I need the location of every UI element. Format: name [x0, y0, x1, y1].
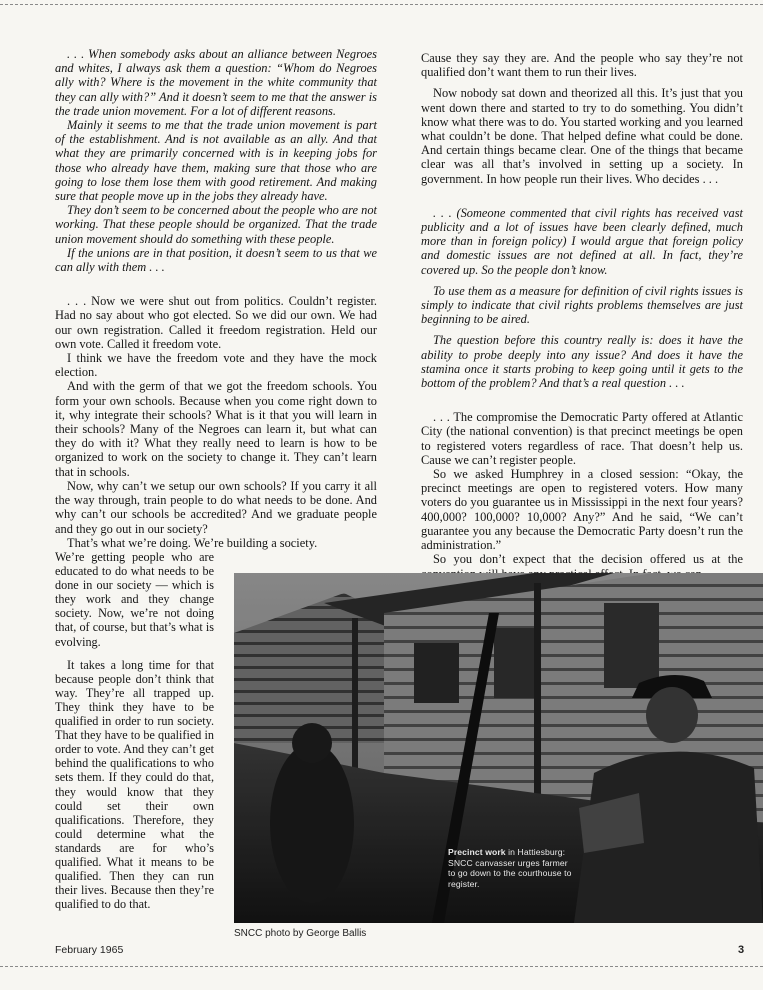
top-rule [0, 4, 763, 6]
paragraph: So we asked Humphrey in a closed session: “Okay, the precinct meetings are open to registered voters. How many voters do you guarantee us in Mississippi in the next four years? 400,000? 100,000? 10,000? Any?” And he said, “We can’t guarantee you any because the Democratic Party doesn’t run the administration.” [421, 467, 743, 553]
bottom-rule [0, 966, 763, 968]
paragraph: We’re getting people who are educated to do what needs to be done in our society — which is they work and they change society. Now, we’re not doing that, of course, but that’s what is evolving. [55, 550, 214, 649]
paragraph: I think we have the freedom vote and they have the mock election. [55, 351, 377, 380]
paragraph: Now nobody sat down and theorized all this. It’s just that you went down there and started to try to do something. You didn’t know what there was to do. You started working and you learned what couldn’t be done. That helped define what could be done. And certain things became clear. One of the things that became clear was all that’s involved in setting up a society. In government. In how people run their lives. Who decides . . . [421, 86, 743, 186]
photo-caption-text: in Hattiesburg: SNCC canvasser urges farmer to go down to the courthouse to register. [448, 847, 572, 889]
paragraph: Now, why can’t we setup our own schools? If you carry it all the way through, train people to do what needs to be done. And why can’t our schools be accredited? And we graduate people and they go out in our society? [55, 478, 377, 536]
paragraph: To use them as a measure for definition of civil rights issues is simply to indicate that civil rights problems themselves are just beginning to be aired. [421, 283, 743, 327]
paragraph: . . . (Someone commented that civil rights has received vast publicity and a lot of issues have been clearly defined, much more than in foreign policy) I would argue that foreign policy and domestic issues are not defined at all. In fact, they’re covered up. So the people don’t know. [421, 205, 743, 277]
photo-caption [448, 847, 576, 889]
right-column [421, 51, 743, 581]
paragraph: So you don’t expect that the decision offered us at the [433, 552, 743, 567]
paragraph: The question before this country really is: does it have the ability to probe deeply into any issue? And does it have the stamina once it starts probing to keep going until it gets to the bottom of the problem? And that’s a real question . . . [421, 333, 743, 391]
page-number: 3 [738, 944, 745, 956]
photo-caption-lead: Precinct work [448, 847, 506, 857]
left-column [55, 47, 377, 550]
paragraph: If the unions are in that position, it doesn’t seem to us that we can ally with them . . . [55, 245, 377, 275]
paragraph: It takes a long time for that because people don’t think that way. They’re all trapped up. They think they have to be qualified in order to run society. That they have to be qualified in order to vote. And they can’t get behind the qualifications to who sets them. If they could do that, they would know that they could set their own qualifications. Therefore, they could determine what the standards are for who’s qualified. What it means to be qualified. Then they can run their lives. Because then they’re qualified to do that. [55, 657, 214, 912]
narrow-column [55, 550, 214, 911]
paragraph: . . . Now we were shut out from politics. Couldn’t register. Had no say about who got elected. So we did our own. We had our own registration. Called it freedom registration. Held our own vote. Called it freedom vote. [55, 294, 377, 351]
paragraph: They don’t seem to be concerned about the people who are not working. That these people should be organized. That the trade union movement should do something with these people. [55, 203, 377, 246]
paragraph: And with the germ of that we got the freedom schools. You form your own schools. Because when you come right down to it, why integrate their schools? What is it that you will learn in their schools? Many of the Negroes can learn it, but what can they do with it? What they really need to learn is how to be organized to work on the society to change it. They can’t learn that in schools. [55, 379, 377, 479]
paragraph: . . . The compromise the Democratic Party offered at Atlantic City (the national convention) is that precinct meetings be open to registered voters regardless of race. That doesn’t help us. Cause we can’t register people. [421, 410, 743, 467]
paragraph: . . . When somebody asks about an alliance between Negroes and whites, I always ask them a question: “Whom do Negroes ally with? Where is the movement in the white community that they can ally with?” And it doesn’t seem to me that the answer is the trade union movement. For a lot of different reasons. [55, 47, 377, 118]
footer-date: February 1965 [55, 944, 124, 956]
paragraph: That’s what we’re doing. We’re building a society. [67, 535, 318, 550]
paragraph: Mainly it seems to me that the trade union movement is part of the establishment. And is not available as an ally. And that what they are primarily concerned with is in keeping jobs for those who already have them, making sure that those who are going to lose them lose them with good retirement. And making sure that people move up in the jobs they already have. [55, 118, 377, 204]
photo-credit: SNCC photo by George Ballis [234, 928, 367, 939]
paragraph: Cause they say they are. And the people who say they’re not qualified don’t want them to run their lives. [421, 51, 743, 80]
